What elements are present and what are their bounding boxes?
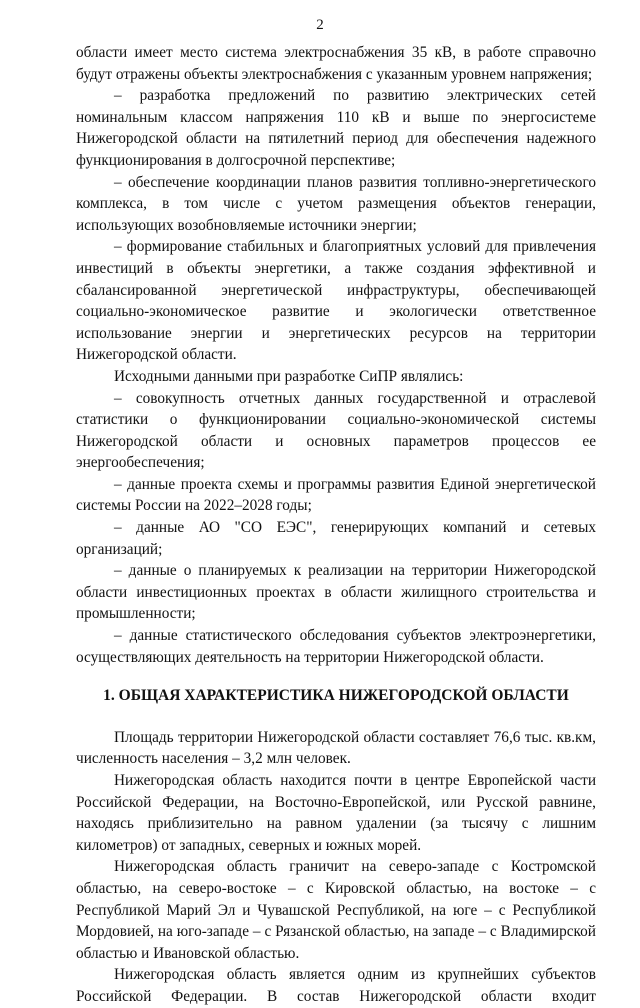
paragraph: – данные проекта схемы и программы развития Единой энергетической системы России на 2022–2028 годы; [76,475,596,515]
paragraphs-before [76,42,596,668]
paragraphs-after [76,727,596,1008]
paragraph: – данные АО "СО ЕЭС", генерирующих компаний и сетевых организаций; [76,519,596,558]
document-body [76,42,596,1008]
paragraph: – обеспечение координации планов развития топливно-энергетического комплекса, в том числе с учетом размещения объектов генерации, использующих возобновляемые источники энергии; [76,173,596,234]
paragraph: – данные статистического обследования субъектов электроэнергетики, осуществляющих деятельность на территории Нижегородской области. [76,627,596,666]
paragraph: области имеет место система электроснабжения 35 кВ, в работе справочно будут отражены объекты электроснабжения с указанным уровнем напряжения; [76,44,596,83]
page-number: 2 [316,17,324,33]
paragraph: Нижегородская область находится почти в центре Европейской части Российской Федерации, на Восточно-Европейской, или Русской равнине, находясь приблизительно на равном удалении (за тысячу с лишним километров) от западных, северных и южных морей. [76,772,596,854]
paragraph: Нижегородская область граничит на северо-западе с Костромской областью, на северо-востоке – с Кировской областью, на востоке – с Республикой Марий Эл и Чувашской Республикой, на юге – с Республикой Мордовией, на юго-западе – с Рязанской областью, на западе – с Владимирской областью и Ивановской областью. [76,858,596,962]
paragraph: – формирование стабильных и благоприятных условий для привлечения инвестиций в объекты энергетики, а также создания эффективной и сбалансированной энергетической инфраструктуры, обеспечивающей социально-экономическое развитие и экологически ответственное использование энергии и энергетических ресурсов на территории Нижегородской области. [76,238,596,364]
paragraph: Исходными данными при разработке СиПР являлись: [114,367,464,385]
paragraph: – данные о планируемых к реализации на территории Нижегородской области инвестиционных проектах в области жилищного строительства и промышленности; [76,562,596,623]
paragraph: – совокупность отчетных данных государственной и отраслевой статистики о функционировании социально-экономической системы Нижегородской области и основных параметров процессов ее энергообеспечения; [76,389,596,472]
section-title: 1. ОБЩАЯ ХАРАКТЕРИСТИКА НИЖЕГОРОДСКОЙ ОБЛАСТИ [103,687,569,705]
paragraph: – разработка предложений по развитию электрических сетей номинальным классом напряжения 110 кВ и выше по энергосистеме Нижегородской области на пятилетний период для обеспечения надежного функционирования в долгосрочной перспективе; [76,87,596,169]
paragraph: Площадь территории Нижегородской области составляет 76,6 тыс. кв.км, численность населения – 3,2 млн человек. [76,728,596,768]
paragraph: Нижегородская область является одним из крупнейших субъектов Российской Федерации. В состав Нижегородской области входит [76,966,596,1005]
